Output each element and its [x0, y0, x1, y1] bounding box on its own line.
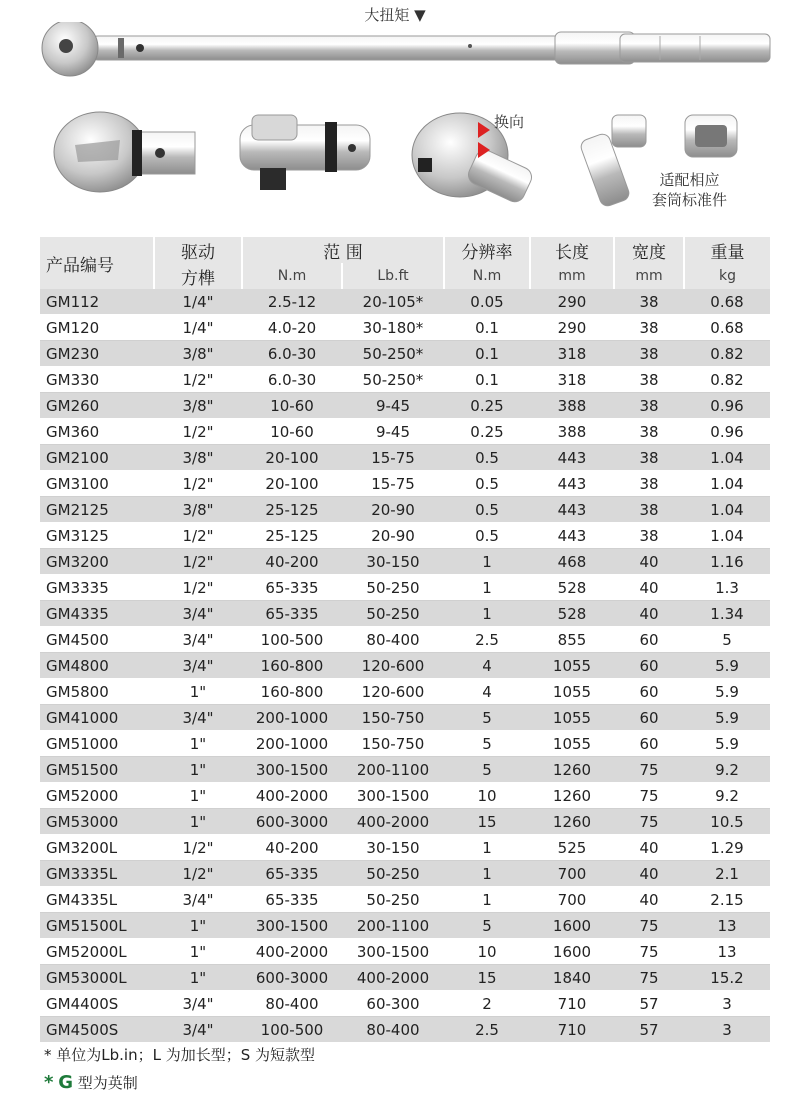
- cell-range-lbft: 200-1100: [342, 913, 444, 939]
- cell-width: 60: [614, 705, 684, 731]
- cell-width: 40: [614, 835, 684, 861]
- cell-range-lbft: 30-150: [342, 549, 444, 575]
- cell-length: 1260: [530, 809, 614, 835]
- socket-caption-line2: 套筒标准件: [652, 191, 728, 209]
- cell-resolution: 0.5: [444, 471, 530, 497]
- header-width-unit: mm: [614, 263, 684, 289]
- cell-resolution: 15: [444, 965, 530, 991]
- cell-resolution: 0.5: [444, 497, 530, 523]
- cell-model: GM53000L: [40, 965, 154, 991]
- cell-weight: 1.29: [684, 835, 770, 861]
- cell-resolution: 10: [444, 939, 530, 965]
- cell-drive: 1": [154, 913, 242, 939]
- table-row: [40, 549, 770, 575]
- cell-range-lbft: 80-400: [342, 627, 444, 653]
- cell-range-lbft: 30-180*: [342, 315, 444, 341]
- table-row: [40, 523, 770, 549]
- socket-caption-line1: 适配相应: [659, 171, 720, 189]
- table-row: [40, 809, 770, 835]
- cell-range-lbft: 9-45: [342, 419, 444, 445]
- cell-range-nm: 300-1500: [242, 757, 342, 783]
- header-range-lbft: Lb.ft: [342, 263, 444, 289]
- cell-resolution: 1: [444, 575, 530, 601]
- cell-resolution: 2: [444, 991, 530, 1017]
- cell-range-nm: 10-60: [242, 419, 342, 445]
- cell-range-nm: 6.0-30: [242, 341, 342, 367]
- cell-length: 290: [530, 315, 614, 341]
- cell-length: 710: [530, 1017, 614, 1043]
- cell-weight: 5.9: [684, 731, 770, 757]
- cell-model: GM41000: [40, 705, 154, 731]
- cell-weight: 0.96: [684, 419, 770, 445]
- cell-model: GM260: [40, 393, 154, 419]
- table-row: [40, 601, 770, 627]
- cell-drive: 1/4": [154, 315, 242, 341]
- cell-range-nm: 600-3000: [242, 809, 342, 835]
- cell-length: 1055: [530, 653, 614, 679]
- cell-width: 38: [614, 315, 684, 341]
- cell-resolution: 1: [444, 887, 530, 913]
- cell-resolution: 0.5: [444, 445, 530, 471]
- header-range: 范 围: [242, 237, 444, 263]
- table-row: [40, 705, 770, 731]
- footnote-units: * 单位为Lb.in；L 为加长型；S 为短款型: [44, 1046, 316, 1064]
- cell-length: 1840: [530, 965, 614, 991]
- cell-model: GM2125: [40, 497, 154, 523]
- cell-drive: 1": [154, 965, 242, 991]
- cell-range-nm: 65-335: [242, 601, 342, 627]
- cell-length: 388: [530, 393, 614, 419]
- cell-length: 1600: [530, 939, 614, 965]
- cell-range-lbft: 20-90: [342, 523, 444, 549]
- cell-length: 710: [530, 991, 614, 1017]
- cell-length: 290: [530, 289, 614, 315]
- cell-weight: 1.3: [684, 575, 770, 601]
- cell-resolution: 0.1: [444, 367, 530, 393]
- cell-range-lbft: 20-105*: [342, 289, 444, 315]
- spec-table-body: [40, 289, 770, 1043]
- cell-width: 60: [614, 679, 684, 705]
- cell-weight: 3: [684, 1017, 770, 1043]
- cell-model: GM52000: [40, 783, 154, 809]
- cell-length: 1260: [530, 757, 614, 783]
- cell-drive: 3/4": [154, 653, 242, 679]
- cell-range-nm: 4.0-20: [242, 315, 342, 341]
- cell-range-lbft: 300-1500: [342, 783, 444, 809]
- cell-drive: 3/8": [154, 497, 242, 523]
- socket-caption: [652, 170, 727, 210]
- table-row: [40, 835, 770, 861]
- table-row: [40, 783, 770, 809]
- cell-range-nm: 200-1000: [242, 731, 342, 757]
- down-arrow-icon: ▼: [414, 6, 426, 24]
- cell-resolution: 1: [444, 549, 530, 575]
- cell-length: 443: [530, 523, 614, 549]
- cell-range-nm: 25-125: [242, 497, 342, 523]
- cell-range-lbft: 15-75: [342, 471, 444, 497]
- cell-width: 38: [614, 393, 684, 419]
- cell-range-lbft: 120-600: [342, 653, 444, 679]
- cell-range-nm: 300-1500: [242, 913, 342, 939]
- cell-drive: 1/4": [154, 289, 242, 315]
- cell-length: 318: [530, 367, 614, 393]
- cell-model: GM4500: [40, 627, 154, 653]
- cell-drive: 1/2": [154, 419, 242, 445]
- footnote-star: *: [44, 1072, 54, 1093]
- cell-model: GM4500S: [40, 1017, 154, 1043]
- cell-resolution: 0.5: [444, 523, 530, 549]
- table-row: [40, 575, 770, 601]
- cell-range-nm: 6.0-30: [242, 367, 342, 393]
- cell-length: 525: [530, 835, 614, 861]
- cell-length: 1260: [530, 783, 614, 809]
- header-drive-line1: 驱动: [154, 237, 242, 263]
- cell-weight: 1.04: [684, 523, 770, 549]
- cell-range-nm: 200-1000: [242, 705, 342, 731]
- cell-weight: 9.2: [684, 783, 770, 809]
- cell-range-lbft: 120-600: [342, 679, 444, 705]
- cell-length: 443: [530, 497, 614, 523]
- table-row: [40, 653, 770, 679]
- cell-width: 75: [614, 913, 684, 939]
- cell-model: GM4335L: [40, 887, 154, 913]
- cell-drive: 3/8": [154, 393, 242, 419]
- header-drive-line2: 方榫: [154, 263, 242, 289]
- hero-title: 大扭矩: [364, 6, 410, 24]
- cell-model: GM3335L: [40, 861, 154, 887]
- cell-weight: 9.2: [684, 757, 770, 783]
- cell-length: 528: [530, 601, 614, 627]
- header-length: 长度: [530, 237, 614, 263]
- cell-drive: 1/2": [154, 523, 242, 549]
- cell-range-lbft: 150-750: [342, 731, 444, 757]
- table-row: [40, 757, 770, 783]
- cell-width: 75: [614, 809, 684, 835]
- table-row: [40, 1017, 770, 1043]
- spec-table: [40, 237, 770, 1043]
- cell-resolution: 10: [444, 783, 530, 809]
- cell-width: 60: [614, 731, 684, 757]
- cell-range-nm: 20-100: [242, 471, 342, 497]
- cell-resolution: 2.5: [444, 1017, 530, 1043]
- footnote-imperial-text: 型为英制: [77, 1074, 138, 1092]
- cell-width: 60: [614, 653, 684, 679]
- cell-width: 75: [614, 939, 684, 965]
- cell-range-nm: 65-335: [242, 887, 342, 913]
- table-row: [40, 497, 770, 523]
- cell-range-lbft: 30-150: [342, 835, 444, 861]
- cell-drive: 3/4": [154, 887, 242, 913]
- cell-length: 700: [530, 887, 614, 913]
- cell-length: 528: [530, 575, 614, 601]
- cell-model: GM51000: [40, 731, 154, 757]
- cell-model: GM2100: [40, 445, 154, 471]
- cell-width: 40: [614, 549, 684, 575]
- table-row: [40, 913, 770, 939]
- header-range-nm: N.m: [242, 263, 342, 289]
- cell-weight: 0.68: [684, 315, 770, 341]
- cell-model: GM4335: [40, 601, 154, 627]
- cell-width: 38: [614, 523, 684, 549]
- cell-model: GM120: [40, 315, 154, 341]
- table-row: [40, 367, 770, 393]
- cell-weight: 1.04: [684, 445, 770, 471]
- cell-length: 468: [530, 549, 614, 575]
- cell-drive: 1": [154, 783, 242, 809]
- cell-resolution: 5: [444, 705, 530, 731]
- cell-weight: 0.68: [684, 289, 770, 315]
- cell-width: 38: [614, 419, 684, 445]
- cell-weight: 13: [684, 913, 770, 939]
- ratchet-head-closeup: [54, 112, 195, 192]
- cell-drive: 1/2": [154, 471, 242, 497]
- cell-drive: 3/4": [154, 601, 242, 627]
- table-row: [40, 731, 770, 757]
- cell-drive: 1/2": [154, 575, 242, 601]
- cell-width: 40: [614, 601, 684, 627]
- cell-resolution: 2.5: [444, 627, 530, 653]
- g-mark-icon: G: [58, 1072, 73, 1093]
- direction-label: 换向: [494, 113, 525, 131]
- cell-resolution: 0.1: [444, 341, 530, 367]
- header-weight-unit: kg: [684, 263, 770, 289]
- cell-width: 75: [614, 965, 684, 991]
- cell-width: 40: [614, 861, 684, 887]
- cell-resolution: 4: [444, 679, 530, 705]
- cell-weight: 0.82: [684, 367, 770, 393]
- cell-resolution: 1: [444, 861, 530, 887]
- cell-range-nm: 80-400: [242, 991, 342, 1017]
- cell-resolution: 0.05: [444, 289, 530, 315]
- cell-length: 1055: [530, 705, 614, 731]
- table-row: [40, 393, 770, 419]
- cell-resolution: 5: [444, 913, 530, 939]
- cell-drive: 1/2": [154, 835, 242, 861]
- cell-drive: 3/4": [154, 627, 242, 653]
- cell-range-nm: 400-2000: [242, 783, 342, 809]
- table-row: [40, 887, 770, 913]
- cell-resolution: 1: [444, 601, 530, 627]
- table-row: [40, 471, 770, 497]
- table-row: [40, 289, 770, 315]
- cell-resolution: 0.1: [444, 315, 530, 341]
- cell-weight: 1.34: [684, 601, 770, 627]
- cell-model: GM230: [40, 341, 154, 367]
- cell-range-lbft: 400-2000: [342, 809, 444, 835]
- cell-length: 1600: [530, 913, 614, 939]
- table-row: [40, 861, 770, 887]
- cell-range-nm: 25-125: [242, 523, 342, 549]
- cell-width: 57: [614, 1017, 684, 1043]
- cell-range-nm: 40-200: [242, 549, 342, 575]
- cell-model: GM330: [40, 367, 154, 393]
- table-row: [40, 445, 770, 471]
- cell-drive: 3/4": [154, 991, 242, 1017]
- cell-drive: 1": [154, 731, 242, 757]
- cell-weight: 1.04: [684, 471, 770, 497]
- header-row-1: [40, 237, 770, 263]
- cell-resolution: 15: [444, 809, 530, 835]
- cell-drive: 1": [154, 679, 242, 705]
- cell-range-lbft: 50-250: [342, 601, 444, 627]
- cell-width: 75: [614, 757, 684, 783]
- cell-resolution: 1: [444, 835, 530, 861]
- cell-length: 855: [530, 627, 614, 653]
- cell-model: GM51500: [40, 757, 154, 783]
- cell-weight: 2.1: [684, 861, 770, 887]
- cell-range-nm: 100-500: [242, 627, 342, 653]
- table-row: [40, 315, 770, 341]
- cell-width: 75: [614, 783, 684, 809]
- cell-width: 38: [614, 445, 684, 471]
- cell-range-nm: 2.5-12: [242, 289, 342, 315]
- cell-range-lbft: 15-75: [342, 445, 444, 471]
- cell-model: GM3200L: [40, 835, 154, 861]
- cell-range-lbft: 50-250: [342, 887, 444, 913]
- cell-resolution: 5: [444, 731, 530, 757]
- cell-weight: 5.9: [684, 653, 770, 679]
- cell-weight: 15.2: [684, 965, 770, 991]
- cell-length: 1055: [530, 679, 614, 705]
- cell-weight: 0.82: [684, 341, 770, 367]
- cell-range-lbft: 150-750: [342, 705, 444, 731]
- cell-weight: 0.96: [684, 393, 770, 419]
- cell-model: GM5800: [40, 679, 154, 705]
- cell-range-nm: 40-200: [242, 835, 342, 861]
- cell-range-nm: 160-800: [242, 653, 342, 679]
- cell-range-lbft: 60-300: [342, 991, 444, 1017]
- cell-length: 443: [530, 445, 614, 471]
- cell-weight: 10.5: [684, 809, 770, 835]
- cell-range-lbft: 200-1100: [342, 757, 444, 783]
- cell-width: 38: [614, 289, 684, 315]
- cell-range-nm: 10-60: [242, 393, 342, 419]
- cell-width: 40: [614, 887, 684, 913]
- cell-drive: 3/4": [154, 705, 242, 731]
- cell-model: GM3100: [40, 471, 154, 497]
- cell-drive: 3/8": [154, 341, 242, 367]
- cell-length: 318: [530, 341, 614, 367]
- cell-width: 38: [614, 341, 684, 367]
- cell-range-lbft: 80-400: [342, 1017, 444, 1043]
- cell-model: GM4400S: [40, 991, 154, 1017]
- cell-range-lbft: 20-90: [342, 497, 444, 523]
- cell-drive: 3/8": [154, 445, 242, 471]
- cell-model: GM360: [40, 419, 154, 445]
- cell-range-lbft: 300-1500: [342, 939, 444, 965]
- cell-range-nm: 65-335: [242, 861, 342, 887]
- cell-length: 443: [530, 471, 614, 497]
- cell-weight: 5.9: [684, 679, 770, 705]
- table-row: [40, 679, 770, 705]
- cell-range-nm: 100-500: [242, 1017, 342, 1043]
- cell-range-lbft: 50-250: [342, 575, 444, 601]
- footnote-imperial: [44, 1072, 138, 1093]
- cell-width: 38: [614, 471, 684, 497]
- cell-drive: 3/4": [154, 1017, 242, 1043]
- cell-weight: 5: [684, 627, 770, 653]
- cell-model: GM3125: [40, 523, 154, 549]
- cell-width: 40: [614, 575, 684, 601]
- cell-range-nm: 160-800: [242, 679, 342, 705]
- cell-weight: 3: [684, 991, 770, 1017]
- cell-model: GM52000L: [40, 939, 154, 965]
- torque-wrench-illustration: [0, 22, 790, 82]
- cell-drive: 1": [154, 939, 242, 965]
- cell-weight: 1.04: [684, 497, 770, 523]
- cell-range-nm: 20-100: [242, 445, 342, 471]
- cell-resolution: 5: [444, 757, 530, 783]
- cell-range-nm: 65-335: [242, 575, 342, 601]
- cell-range-lbft: 400-2000: [342, 965, 444, 991]
- cell-range-nm: 600-3000: [242, 965, 342, 991]
- cell-length: 388: [530, 419, 614, 445]
- cell-drive: 1/2": [154, 549, 242, 575]
- cell-drive: 1/2": [154, 861, 242, 887]
- cell-length: 1055: [530, 731, 614, 757]
- cell-resolution: 4: [444, 653, 530, 679]
- cell-model: GM3335: [40, 575, 154, 601]
- cell-model: GM4800: [40, 653, 154, 679]
- cell-width: 60: [614, 627, 684, 653]
- cell-model: GM51500L: [40, 913, 154, 939]
- header-weight: 重量: [684, 237, 770, 263]
- cell-range-lbft: 9-45: [342, 393, 444, 419]
- cell-model: GM53000: [40, 809, 154, 835]
- cell-weight: 5.9: [684, 705, 770, 731]
- cell-drive: 1": [154, 757, 242, 783]
- cell-range-lbft: 50-250*: [342, 341, 444, 367]
- header-resolution-unit: N.m: [444, 263, 530, 289]
- cell-weight: 13: [684, 939, 770, 965]
- header-resolution: 分辨率: [444, 237, 530, 263]
- table-row: [40, 341, 770, 367]
- table-row: [40, 939, 770, 965]
- header-model: 产品编号: [40, 237, 154, 289]
- cell-width: 38: [614, 367, 684, 393]
- cell-drive: 1": [154, 809, 242, 835]
- table-row: [40, 991, 770, 1017]
- cell-model: GM112: [40, 289, 154, 315]
- table-row: [40, 965, 770, 991]
- cell-weight: 1.16: [684, 549, 770, 575]
- cell-length: 700: [530, 861, 614, 887]
- drive-square-closeup: [240, 115, 370, 190]
- cell-range-nm: 400-2000: [242, 939, 342, 965]
- cell-range-lbft: 50-250*: [342, 367, 444, 393]
- cell-resolution: 0.25: [444, 419, 530, 445]
- cell-width: 57: [614, 991, 684, 1017]
- table-row: [40, 627, 770, 653]
- cell-model: GM3200: [40, 549, 154, 575]
- header-width: 宽度: [614, 237, 684, 263]
- cell-drive: 1/2": [154, 367, 242, 393]
- table-row: [40, 419, 770, 445]
- cell-width: 38: [614, 497, 684, 523]
- cell-weight: 2.15: [684, 887, 770, 913]
- cell-resolution: 0.25: [444, 393, 530, 419]
- header-length-unit: mm: [530, 263, 614, 289]
- cell-range-lbft: 50-250: [342, 861, 444, 887]
